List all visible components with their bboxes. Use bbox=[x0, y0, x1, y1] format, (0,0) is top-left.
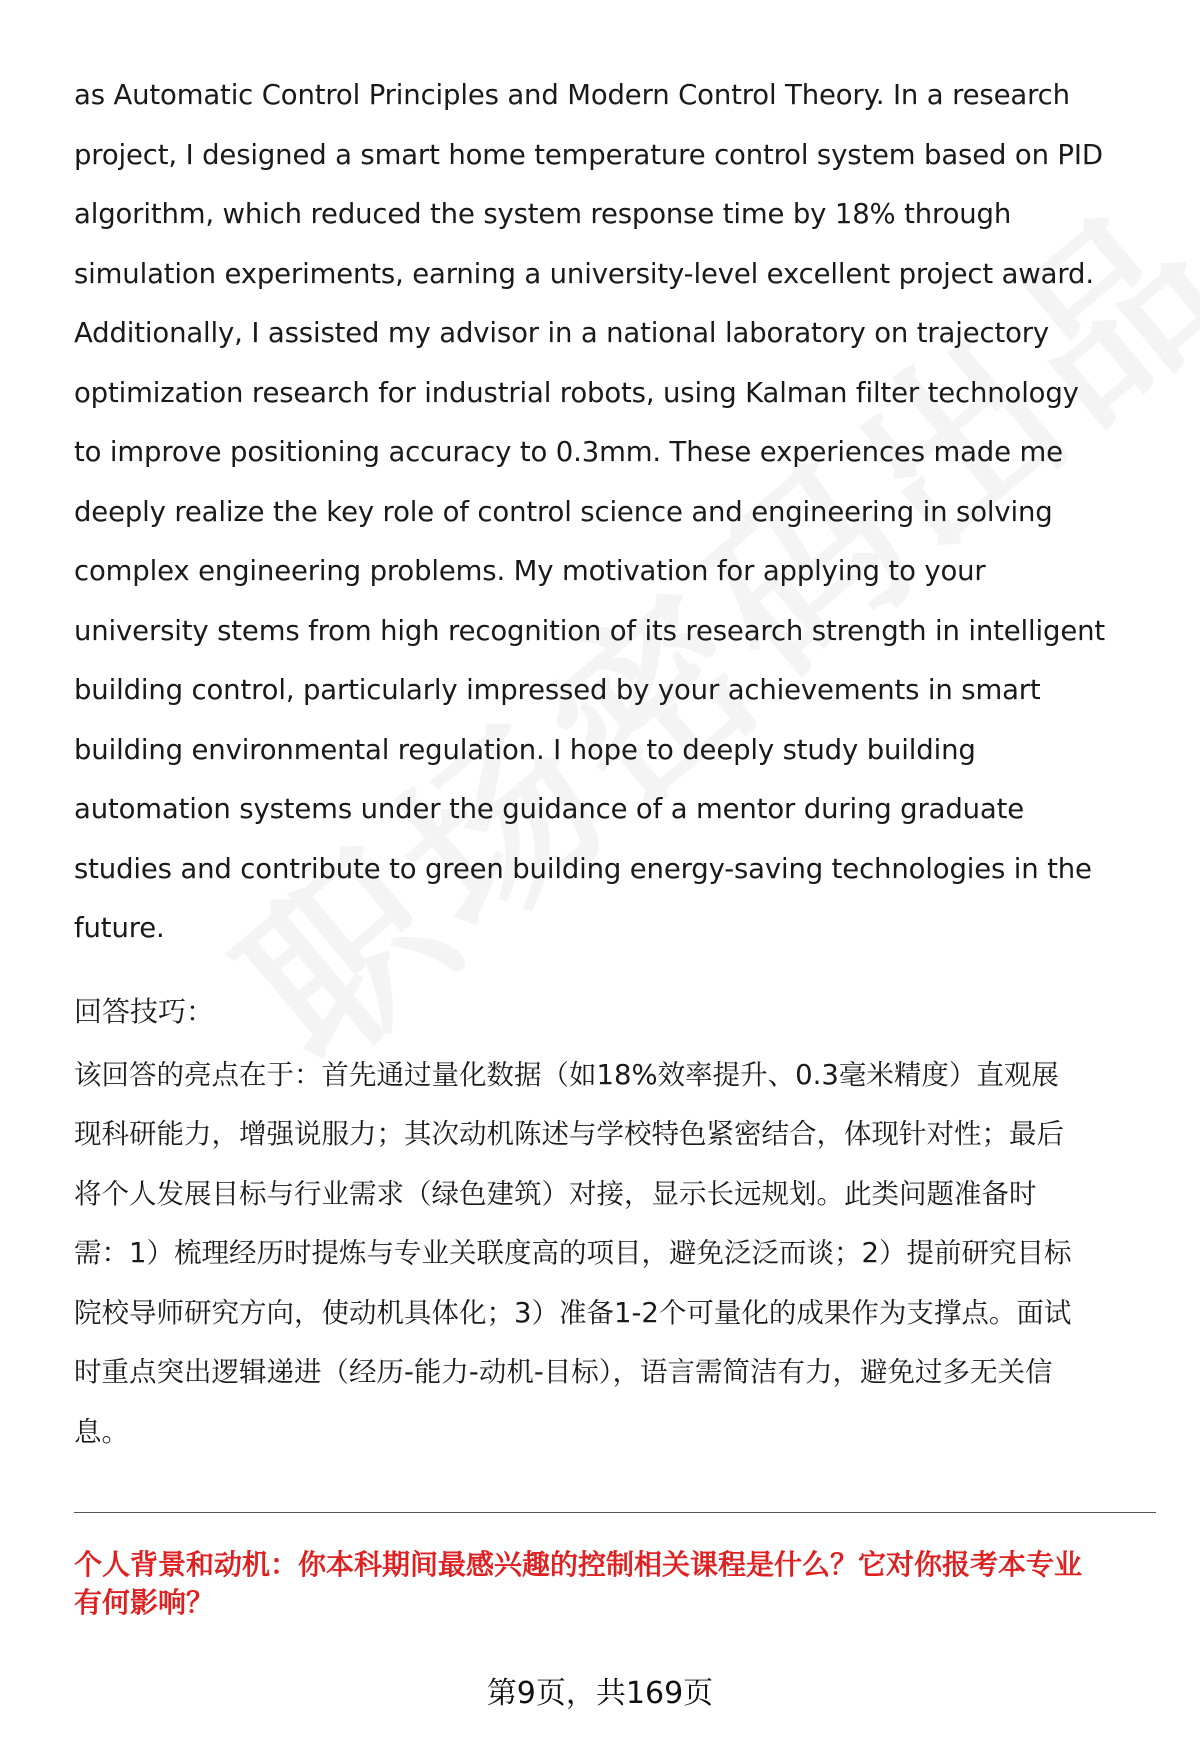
tips-heading: 回答技巧： bbox=[74, 994, 215, 1028]
answer-paragraph: as Automatic Control Principles and Modern Control Theory. In a research project, I designed a smart home temperature control system based on PID algorithm, which reduced the system response time by 18% through simulation experiments, earning a university-level excellent project award. Additionally, I assisted my advisor in a national laboratory on trajectory optimization research for industrial robots, using Kalman filter technology to improve positioning accuracy to 0.3mm. These experiences made me deeply realize the key role of control science and engineering in solving complex engineering problems. My motivation for applying to your university stems from high recognition of its research strength in intelligent building control, particularly impressed by your achievements in smart building environmental regulation. I hope to deeply study building automation systems under the guidance of a mentor during graduate studies and contribute to green building energy-saving technologies in the future. bbox=[74, 79, 1106, 944]
page-number: 第9页，共169页 bbox=[486, 1676, 714, 1711]
tips-paragraph: 该回答的亮点在于：首先通过量化数据（如18%效率提升、0.3毫米精度）直观展 现科研能力，增强说服力；其次动机陈述与学校特色紧密结合，体现针对性；最后 将个人发展目标与行业需求（绿色建筑）对接，显示长远规划。此类问题准备时 需：1）梳理经历时提炼与专业关联度高的项目，避免泛泛而谈；2）提前研究目标 院校导师研究方向，使动机具体化；3）准备1-2个可量化的成果作为支撑点。面试 时重点突出逻辑递进（经历-能力-动机-目标），语言需简洁有力，避免过多无关信 息。 bbox=[74, 1058, 1072, 1448]
next-question-heading: 个人背景和动机：你本科期间最感兴趣的控制相关课程是什么？它对你报考本专业 有何影响？ bbox=[74, 1548, 1083, 1619]
page-content bbox=[74, 66, 1164, 1462]
section-divider bbox=[74, 1512, 1156, 1513]
